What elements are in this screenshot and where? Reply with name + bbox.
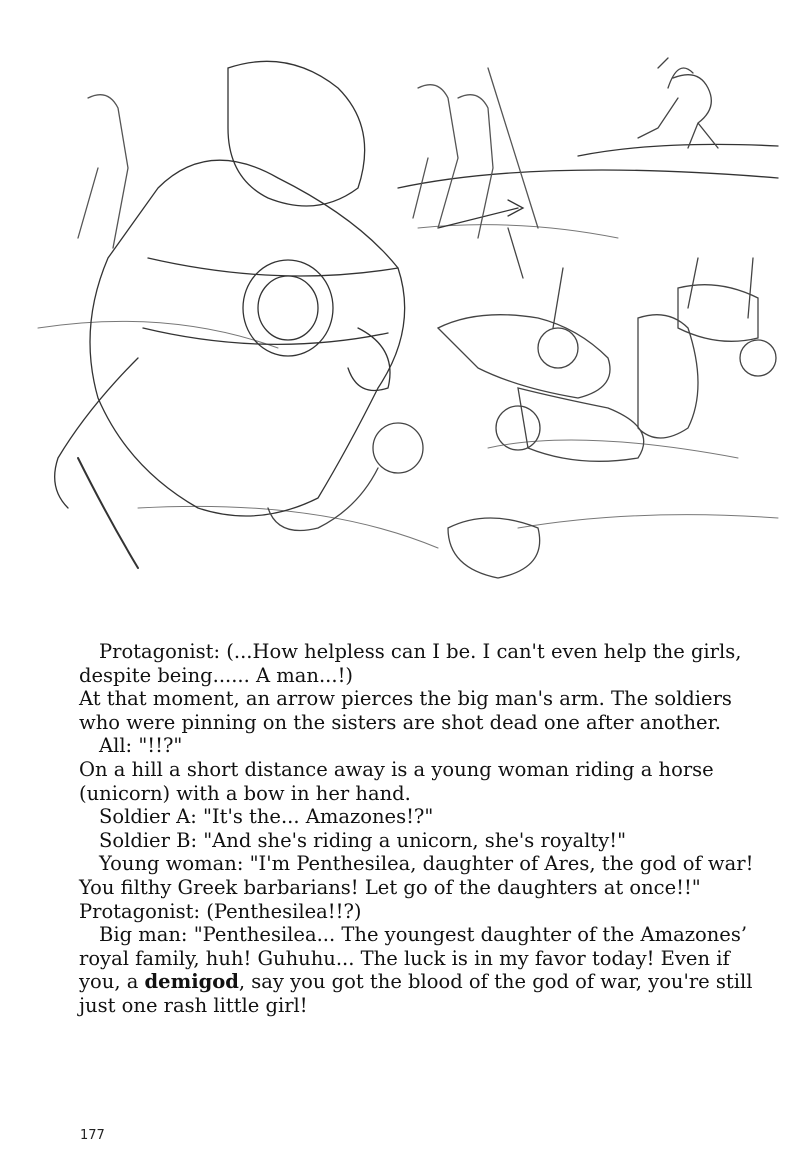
hill-line bbox=[578, 144, 778, 156]
paragraph-all-reaction: All: "!!?" bbox=[99, 734, 183, 758]
fallen-figures bbox=[268, 228, 776, 578]
unicorn-rider-figure bbox=[638, 58, 718, 148]
demigod-term: demigod bbox=[144, 970, 239, 994]
paragraph-protagonist-penthesilea: Protagonist: (Penthesilea!!?) bbox=[79, 899, 362, 923]
big-man-speech-part1: Big man: "Penthesilea... The youngest daughter of the Amazones’ royal family, huh! Guhuhu... The luck is in my favor today! Even if you, a bbox=[79, 923, 748, 994]
paragraph-big-man-speech bbox=[79, 923, 759, 1017]
page-number: 177 bbox=[80, 1128, 105, 1143]
big-man-speech-part2: , say you got the blood of the god of war, you're still just one rash little girl! bbox=[79, 970, 753, 1017]
ground-texture bbox=[38, 225, 778, 548]
story-text bbox=[79, 640, 759, 1018]
battle-scene-illustration bbox=[18, 28, 788, 598]
big-man-figure bbox=[55, 61, 523, 568]
paragraph-soldier-a: Soldier A: "It's the... Amazones!?" bbox=[99, 805, 434, 829]
paragraph-protagonist-thought: Protagonist: (...How helpless can I be. I can't even help the girls, despite being...... A man...!) bbox=[79, 640, 742, 687]
paragraph-arrow-narration: At that moment, an arrow pierces the big man's arm. The soldiers who were pinning on the sisters are shot dead one after another. bbox=[79, 687, 732, 734]
paragraph-young-woman-narration: On a hill a short distance away is a young woman riding a horse (unicorn) with a bow in her hand. bbox=[79, 757, 714, 805]
paragraph-soldier-b: Soldier B: "And she's riding a unicorn, she's royalty!" bbox=[99, 828, 627, 852]
horizon-line bbox=[398, 170, 778, 188]
paragraph-young-woman-speech: Young woman: "I'm Penthesilea, daughter of Ares, the god of war! You filthy Greek barbarians! Let go of the daughters at once!!" bbox=[79, 852, 754, 899]
soldier-figures bbox=[78, 68, 538, 248]
